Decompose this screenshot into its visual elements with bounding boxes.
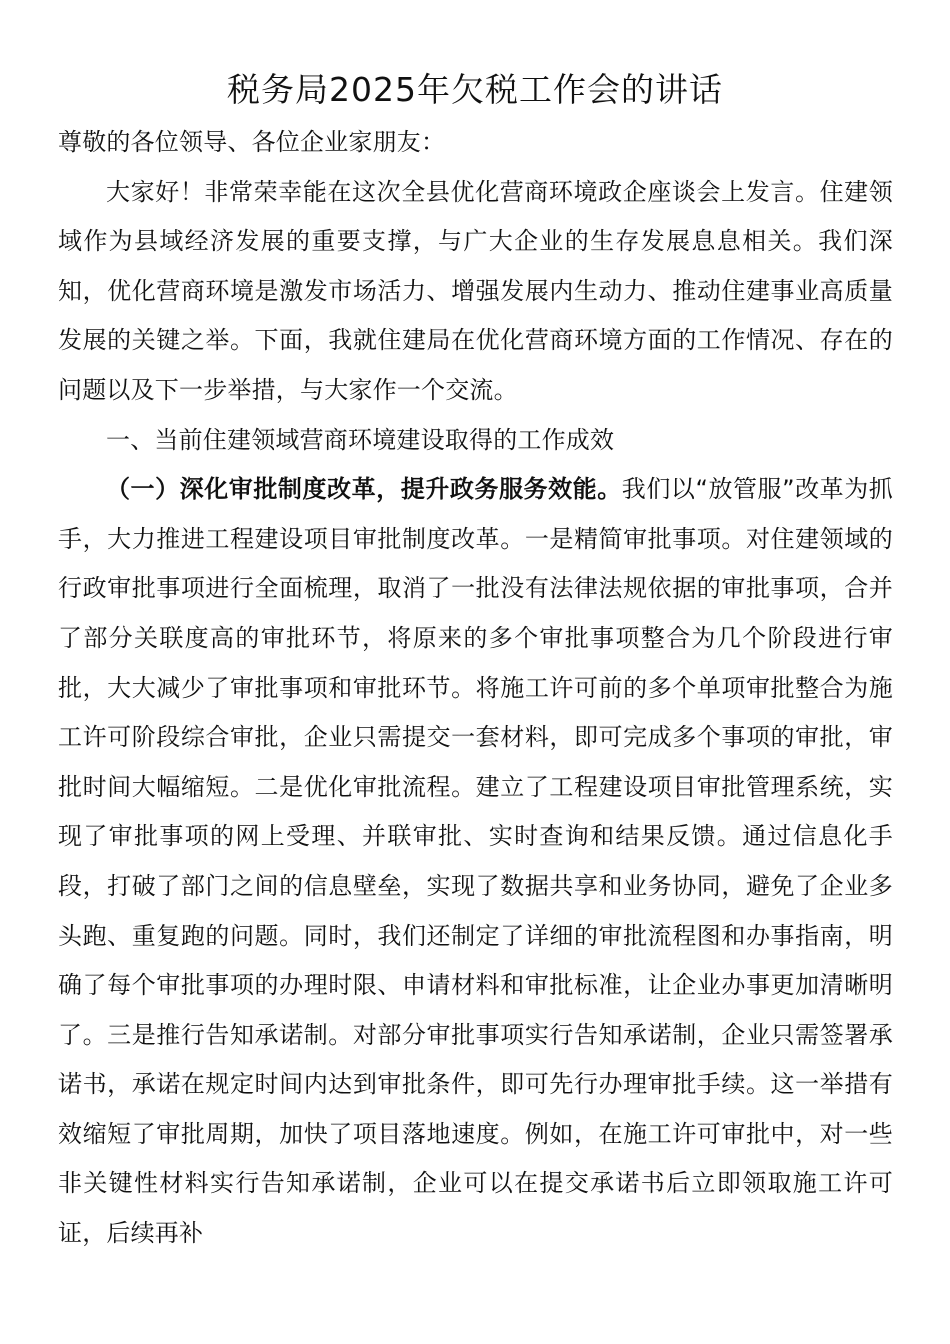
subsection-text: 我们以“放管服”改革为抓手，大力推进工程建设项目审批制度改革。一是精简审批事项。对住建领域的行政审批事项进行全面梳理，取消了一批没有法律法规依据的审批事项，合并了部分关联度高的审批环节，将原来的多个审批事项整合为几个阶段进行审批，大大减少了审批事项和审批环节。将施工许可前的多个单项审批整合为施工许可阶段综合审批，企业只需提交一套材料，即可完成多个事项的审批，审批时间大幅缩短。二是优化审批流程。建立了工程建设项目审批管理系统，实现了审批事项的网上受理、并联审批、实时查询和结果反馈。通过信息化手段，打破了部门之间的信息壁垒，实现了数据共享和业务协同，避免了企业多头跑、重复跑的问题。同时，我们还制定了详细的审批流程图和办事指南，明确了每个审批事项的办理时限、申请材料和审批标准，让企业办事更加清晰明了。三是推行告知承诺制。对部分审批事项实行告知承诺制，企业只需签署承诺书，承诺在规定时间内达到审批条件，即可先行办理审批手续。这一举措有效缩短了审批周期，加快了项目落地速度。例如，在施工许可审批中，对一些非关键性材料实行告知承诺制，企业可以在提交承诺书后立即领取施工许可证，后续再补 [58,475,893,1248]
subsection-paragraph [58,465,893,1259]
intro-paragraph: 大家好！非常荣幸能在这次全县优化营商环境政企座谈会上发言。住建领域作为县域经济发展的重要支撑，与广大企业的生存发展息息相关。我们深知，优化营商环境是激发市场活力、增强发展内生动力、推动住建事业高质量发展的关键之举。下面，我就住建局在优化营商环境方面的工作情况、存在的问题以及下一步举措，与大家作一个交流。 [58,177,893,404]
salutation: 尊敬的各位领导、各位企业家朋友： [58,128,446,156]
document-body [58,118,893,1259]
section-heading: 一、当前住建领域营商环境建设取得的工作成效 [106,425,615,454]
subsection-heading: （一）深化审批制度改革，提升政务服务效能。 [106,475,622,504]
document-title: 税务局2025年欠税工作会的讲话 [227,70,723,109]
